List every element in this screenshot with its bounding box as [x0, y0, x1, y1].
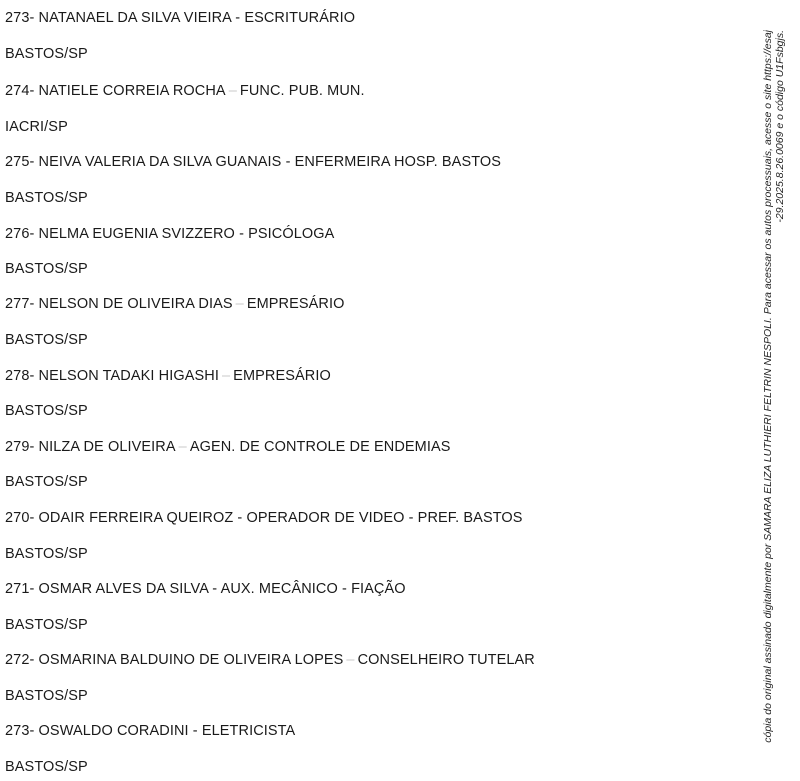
- signature-note: [762, 0, 800, 781]
- signature-line-1: cópia do original assinado digitalmente por SAMARA ELIZA LUTHIERI FELTRIN NESPOLI. Para acessar os autos processuais, acesse o site https://esaj: [762, 30, 774, 743]
- dash: –: [222, 368, 231, 384]
- entry-name: 271- OSMAR ALVES DA SILVA - AUX. MECÂNICO - FIAÇÃO: [5, 581, 406, 597]
- entry-name: 270- ODAIR FERREIRA QUEIROZ - OPERADOR DE VIDEO - PREF. BASTOS: [5, 510, 523, 526]
- entry-name: 275- NEIVA VALERIA DA SILVA GUANAIS - ENFERMEIRA HOSP. BASTOS: [5, 154, 502, 170]
- dash: –: [178, 439, 187, 455]
- entry-name: 273- NATANAEL DA SILVA VIEIRA - ESCRITURÁRIO: [5, 10, 356, 26]
- entry-city: BASTOS/SP: [5, 190, 88, 206]
- signature-sidebar: [762, 0, 800, 781]
- signature-line-2: -29.2025.8.26.0069 e o código U1Fsbgjs.: [774, 30, 786, 223]
- entry-name: 277- NELSON DE OLIVEIRA DIAS – EMPRESÁRIO: [5, 296, 345, 312]
- entry-name: 273- OSWALDO CORADINI - ELETRICISTA: [5, 723, 296, 739]
- entry-city: BASTOS/SP: [5, 546, 88, 562]
- entry-city: BASTOS/SP: [5, 474, 88, 490]
- dash: –: [228, 83, 237, 99]
- entry-city: BASTOS/SP: [5, 46, 88, 62]
- entry-name: 272- OSMARINA BALDUINO DE OLIVEIRA LOPES – CONSELHEIRO TUTELAR: [5, 652, 535, 668]
- entry-city: BASTOS/SP: [5, 332, 88, 348]
- entry-city: BASTOS/SP: [5, 403, 88, 419]
- entry-city: BASTOS/SP: [5, 617, 88, 633]
- dash: –: [235, 296, 244, 312]
- entry-city: IACRI/SP: [5, 119, 68, 135]
- entry-city: BASTOS/SP: [5, 759, 88, 775]
- entry-name: 278- NELSON TADAKI HIGASHI – EMPRESÁRIO: [5, 368, 331, 384]
- dash: –: [346, 652, 355, 668]
- entry-city: BASTOS/SP: [5, 261, 88, 277]
- entry-name: 276- NELMA EUGENIA SVIZZERO - PSICÓLOGA: [5, 226, 335, 242]
- entry-name: 274- NATIELE CORREIA ROCHA – FUNC. PUB. MUN.: [5, 83, 365, 99]
- entry-name: 279- NILZA DE OLIVEIRA – AGEN. DE CONTROLE DE ENDEMIAS: [5, 439, 451, 455]
- entry-city: BASTOS/SP: [5, 688, 88, 704]
